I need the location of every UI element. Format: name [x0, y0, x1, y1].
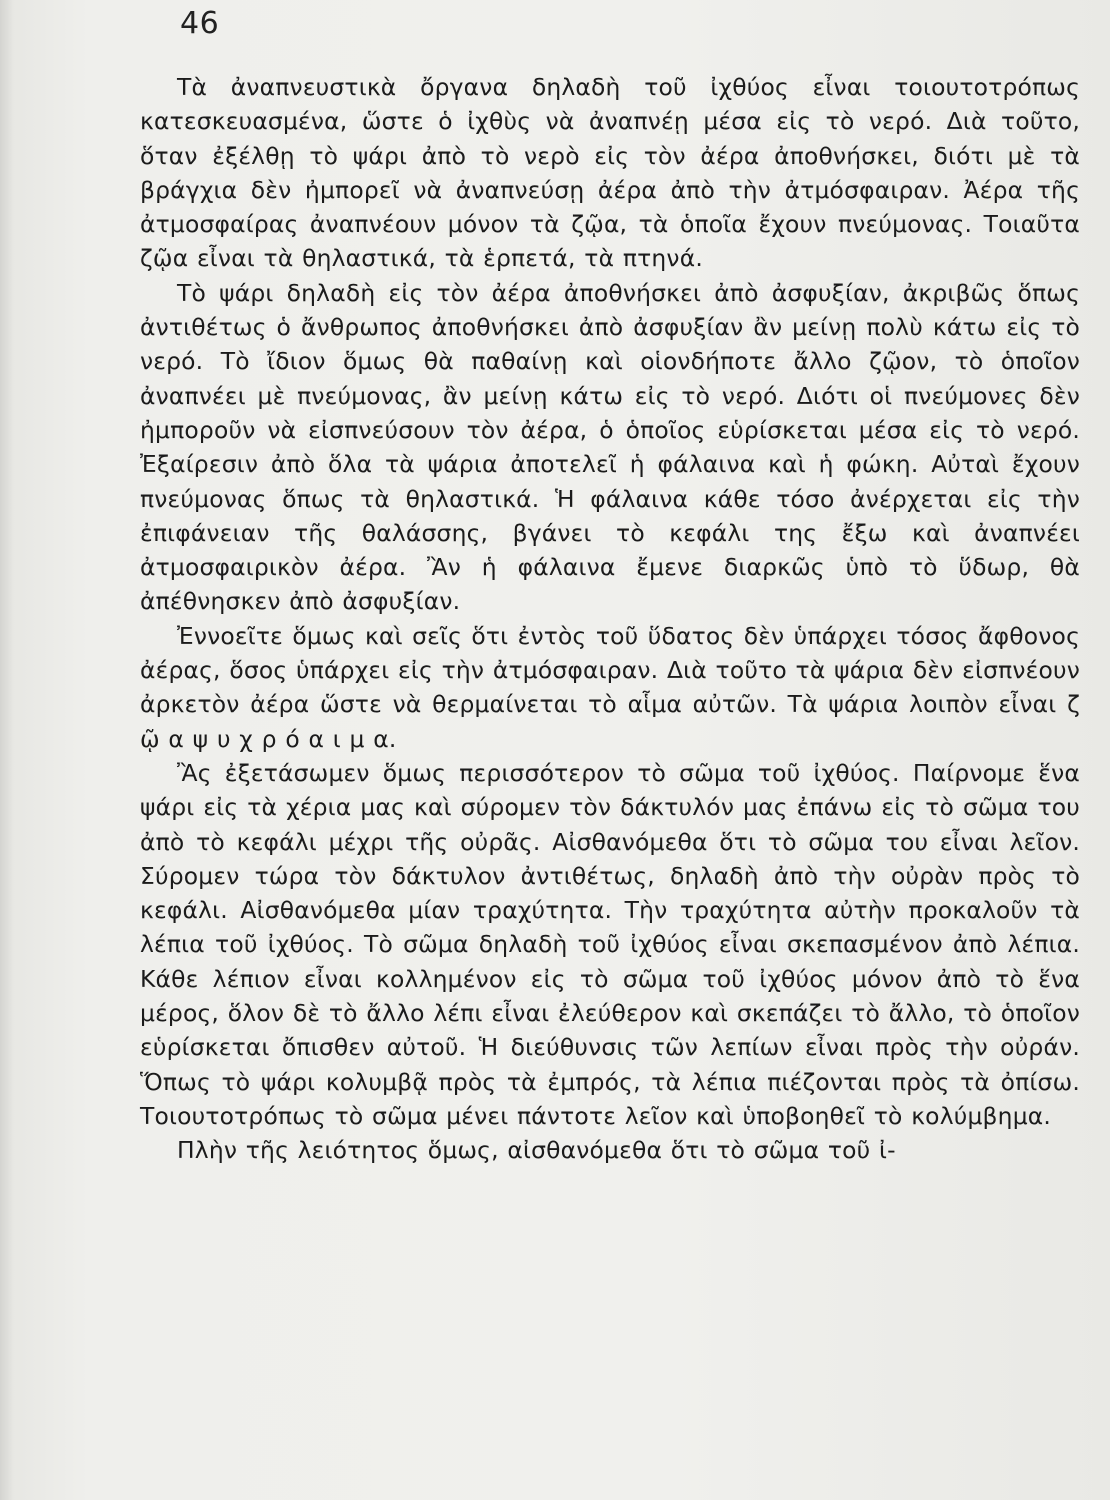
paragraph-scales: Ἂς ἐξετάσωμεν ὅμως περισσότερον τὸ σῶμα τοῦ ἰχθύος. Παίρνομε ἕνα ψάρι εἰς τὰ χέρια μας καὶ σύρομεν τὸν δάκτυλόν μας ἐπάνω εἰς τὸ σῶμα του ἀπὸ τὸ κεφάλι μέχρι τῆς οὐρᾶς. Αἰσθανόμεθα ὅτι τὸ σῶμα του εἶναι λεῖον. Σύρομεν τώρα τὸν δάκτυλον ἀντιθέτως, δηλαδὴ ἀπὸ τὴν οὐρὰν πρὸς τὸ κεφάλι. Αἰσθανόμεθα μίαν τραχύτητα. Τὴν τραχύτητα αὐτὴν προκαλοῦν τὰ λέπια τοῦ ἰχθύος. Τὸ σῶμα δηλαδὴ τοῦ ἰχθύος εἶναι σκεπασμένον ἀπὸ λέπια. Κάθε λέπιον εἶναι κολλημένον εἰς τὸ σῶμα τοῦ ἰχθύος μόνον ἀπὸ τὸ ἕνα μέρος, ὅλον δὲ τὸ ἄλλο λέπι εἶναι ἐλεύθερον καὶ σκεπάζει τὸ ἄλλο, τὸ ὁποῖον εὑρίσκεται ὄπισθεν αὐτοῦ. Ἡ διεύθυνσις τῶν λεπίων εἶναι πρὸς τὴν οὐράν. Ὅπως τὸ ψάρι κολυμβᾷ πρὸς τὰ ἐμπρός, τὰ λέπια πιέζονται πρὸς τὰ ὀπίσω. Τοιουτοτρόπως τὸ σῶμα μένει πάντοτε λεῖον καὶ ὑποβοηθεῖ τὸ κολύμβημα. [140, 758, 1080, 1130]
paragraph-asphyxia: Τὸ ψάρι δηλαδὴ εἰς τὸν ἀέρα ἀποθνήσκει ἀπὸ ἀσφυξίαν, ἀκριβῶς ὅπως ἀντιθέτως ὁ ἄνθρωπος ἀποθνήσκει ἀπὸ ἀσφυξίαν ἂν μείνῃ πολὺ κάτω εἰς τὸ νερό. Τὸ ἴδιον ὅμως θὰ παθαίνῃ καὶ οἱονδήποτε ἄλλο ζῷον, τὸ ὁποῖον ἀναπνέει μὲ πνεύμονας, ἂν μείνῃ κάτω εἰς τὸ νερό. Διότι οἱ πνεύμονες δὲν ἠμποροῦν νὰ εἰσπνεύσουν τὸν ἀέρα, ὁ ὁποῖος εὑρίσκεται μέσα εἰς τὸ νερό. Ἐξαίρεσιν ἀπὸ ὅλα τὰ ψάρια ἀποτελεῖ ἡ φάλαινα καὶ ἡ φώκη. Αὐταὶ ἔχουν πνεύμονας ὅπως τὰ θηλαστικά. Ἡ φάλαινα κάθε τόσο ἀνέρχεται εἰς τὴν ἐπιφάνειαν τῆς θαλάσσης, βγάνει τὸ κεφάλι της ἔξω καὶ ἀναπνέει ἀτμοσφαιρικὸν ἀέρα. Ἂν ἡ φάλαινα ἔμενε διαρκῶς ὑπὸ τὸ ὕδωρ, θὰ ἀπέθνησκεν ἀπὸ ἀσφυξίαν. [140, 278, 1080, 616]
page-number: 46 [180, 6, 220, 41]
body-text [140, 70, 1080, 1168]
paragraph-respiratory-organs: Τὰ ἀναπνευστικὰ ὄργανα δηλαδὴ τοῦ ἰχθύος εἶναι τοιουτοτρόπως κατεσκευασμένα, ὥστε ὁ ἰχθὺς νὰ ἀναπνέῃ μέσα εἰς τὸ νερό. Διὰ τοῦτο, ὅταν ἐξέλθῃ τὸ ψάρι ἀπὸ τὸ νερὸ εἰς τὸν ἀέρα ἀποθνήσκει, διότι μὲ τὰ βράγχια δὲν ἠμπορεῖ νὰ ἀναπνεύσῃ ἀέρα ἀπὸ τὴν ἀτμόσφαιραν. Ἀέρα τῆς ἀτμοσφαίρας ἀναπνέουν μόνον τὰ ζῷα, τὰ ὁποῖα ἔχουν πνεύμονας. Τοιαῦτα ζῷα εἶναι τὰ θηλαστικά, τὰ ἑρπετά, τὰ πτηνά. [140, 73, 1080, 273]
paragraph-smoothness: Πλὴν τῆς λειότητος ὅμως, αἰσθανόμεθα ὅτι τὸ σῶμα τοῦ ἰ- [177, 1136, 896, 1165]
paragraph-cold-blooded: Ἐννοεῖτε ὅμως καὶ σεῖς ὅτι ἐντὸς τοῦ ὕδατος δὲν ὑπάρχει τόσος ἄφθονος ἀέρας, ὅσος ὑπάρχει εἰς τὴν ἀτμόσφαιραν. Διὰ τοῦτο τὰ ψάρια δὲν εἰσπνέουν ἀρκετὸν ἀέρα ὥστε νὰ θερμαίνεται τὸ αἷμα αὐτῶν. Τὰ ψάρια λοιπὸν εἶναι ζ ῷ α ψ υ χ ρ ό α ι μ α. [140, 621, 1080, 753]
page-edge-shadow [0, 0, 14, 1500]
